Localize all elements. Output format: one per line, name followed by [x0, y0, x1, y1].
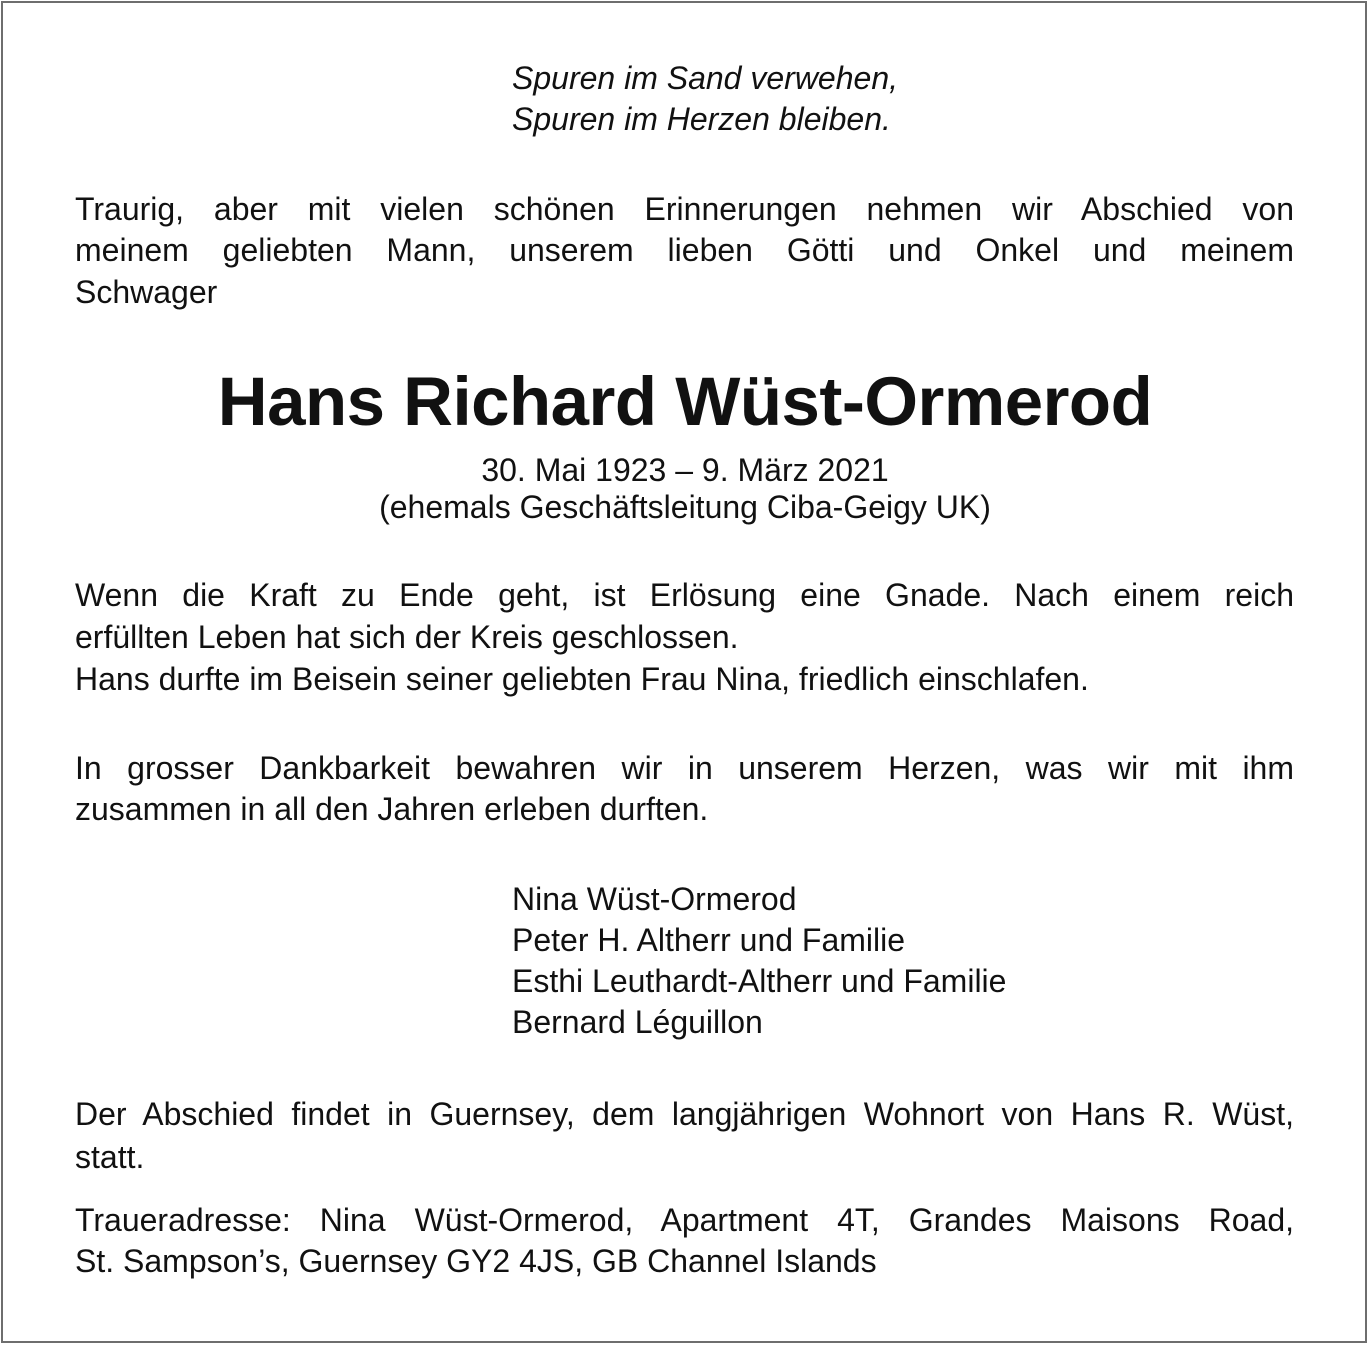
deceased-name: Hans Richard Wüst-Ormerod [217, 363, 1153, 440]
intro-line-2: meinem geliebten Mann, unserem lieben Götti und Onkel und meinem [75, 232, 1294, 268]
address-line-2: St. Sampson’s, Guernsey GY2 4JS, GB Channel Islands [75, 1243, 877, 1279]
paragraph1-line-1: Wenn die Kraft zu Ende geht, ist Erlösung eine Gnade. Nach einem reich [75, 577, 1294, 613]
signer: Peter H. Altherr und Familie [512, 922, 906, 958]
signer: Esthi Leuthardt-Altherr und Familie [512, 963, 1007, 999]
former-role: (ehemals Geschäftsleitung Ciba-Geigy UK) [379, 489, 991, 525]
address-line-1: Traueradresse: Nina Wüst-Ormerod, Apartment 4T, Grandes Maisons Road, [75, 1202, 1294, 1238]
life-dates: 30. Mai 1923 – 9. März 2021 [481, 452, 889, 488]
signers-list [512, 879, 1006, 1043]
paragraph2-line-2: zusammen in all den Jahren erleben durften. [75, 791, 709, 827]
motto-line-2: Spuren im Herzen bleiben. [512, 101, 891, 137]
farewell-line-2: statt. [75, 1139, 145, 1175]
paragraph2-line-1: In grosser Dankbarkeit bewahren wir in unserem Herzen, was wir mit ihm [75, 750, 1294, 786]
paragraph1-line-3: Hans durfte im Beisein seiner geliebten Frau Nina, friedlich einschlafen. [75, 661, 1089, 697]
paragraph1-line-2: erfüllten Leben hat sich der Kreis geschlossen. [75, 619, 739, 655]
farewell-line-1: Der Abschied findet in Guernsey, dem langjährigen Wohnort von Hans R. Wüst, [75, 1096, 1294, 1132]
signer: Nina Wüst-Ormerod [512, 881, 797, 917]
intro-line-3: Schwager [75, 274, 218, 310]
intro-line-1: Traurig, aber mit vielen schönen Erinnerungen nehmen wir Abschied von [75, 191, 1294, 227]
signer: Bernard Léguillon [512, 1004, 763, 1040]
motto-line-1: Spuren im Sand verwehen, [512, 60, 898, 96]
